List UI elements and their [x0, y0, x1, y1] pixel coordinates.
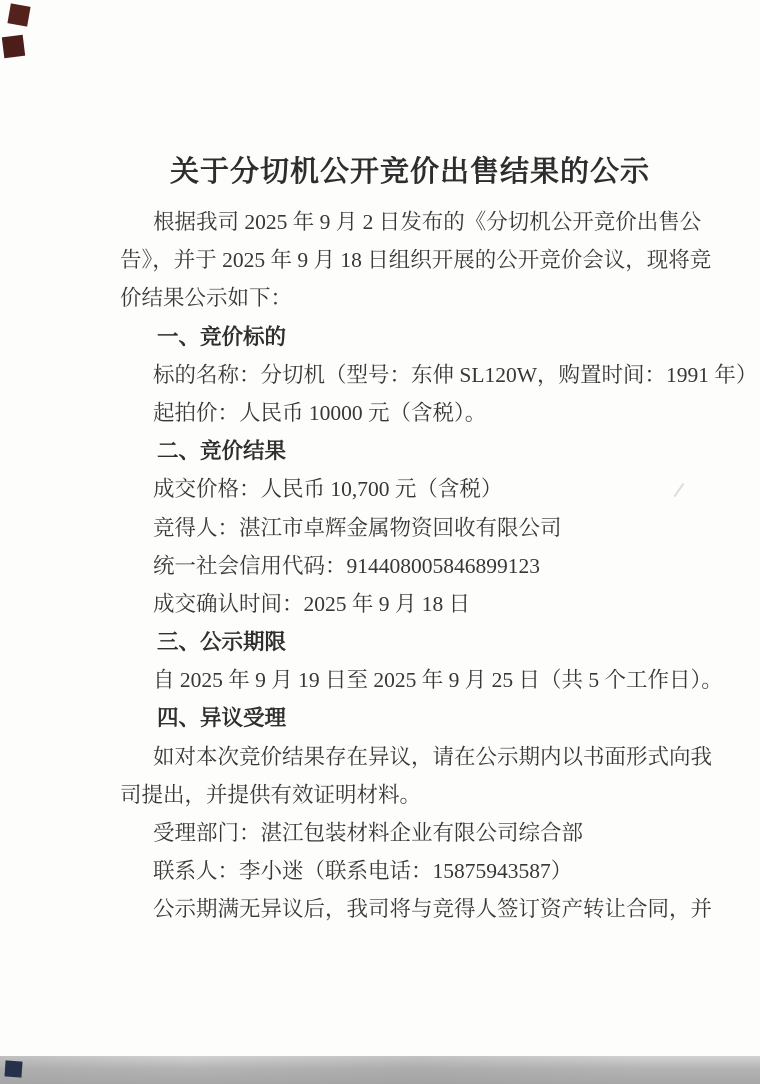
- objection-line-2: 司提出，并提供有效证明材料。: [120, 782, 422, 807]
- field-contact: 联系人：李小迷（联系电话：15875943587）: [153, 859, 573, 884]
- field-starting-price: 起拍价：人民币 10000 元（含税）。: [153, 400, 487, 425]
- intro-line-2: 告》，并于 2025 年 9 月 18 日组织开展的公开竞价会议，现将竞: [120, 248, 712, 273]
- field-winner: 竞得人：湛江市卓辉金属物资回收有限公司: [153, 515, 562, 540]
- section-2-heading: 二、竞价结果: [157, 439, 287, 464]
- field-publicity-period: 自 2025 年 9 月 19 日至 2025 年 9 月 25 日（共 5 个工作日）。: [153, 668, 723, 693]
- field-department: 受理部门：湛江包装材料企业有限公司综合部: [153, 821, 584, 845]
- field-confirm-date: 成交确认时间：2025 年 9 月 18 日: [153, 591, 471, 616]
- document-body: [120, 203, 758, 929]
- field-credit-code: 统一社会信用代码：914408005846899123: [153, 553, 541, 578]
- document-title: 关于分切机公开竞价出售结果的公示: [169, 156, 650, 188]
- closing-line: 公示期满无异议后，我司将与竞得人签订资产转让合同，并: [153, 897, 713, 922]
- scan-corner-mark-bottom-left: [4, 1060, 22, 1077]
- objection-line-1: 如对本次竞价结果存在异议，请在公示期内以书面形式向我: [153, 744, 713, 769]
- section-3-heading: 三、公示期限: [157, 630, 287, 655]
- section-1-heading: 一、竞价标的: [157, 324, 287, 349]
- scan-corner-mark-top-left-2: [2, 35, 25, 58]
- section-4-heading: 四、异议受理: [157, 706, 287, 731]
- field-deal-price: 成交价格：人民币 10,700 元（含税）: [153, 477, 503, 502]
- field-item-name: 标的名称：分切机（型号：东伸 SL120W，购置时间：1991 年）: [153, 362, 758, 387]
- intro-line-3: 价结果公示如下：: [120, 286, 293, 311]
- scan-corner-mark-top-left-1: [7, 3, 30, 26]
- intro-line-1: 根据我司 2025 年 9 月 2 日发布的《分切机公开竞价出售公: [153, 210, 702, 234]
- scan-bottom-edge-shadow: [0, 1056, 760, 1084]
